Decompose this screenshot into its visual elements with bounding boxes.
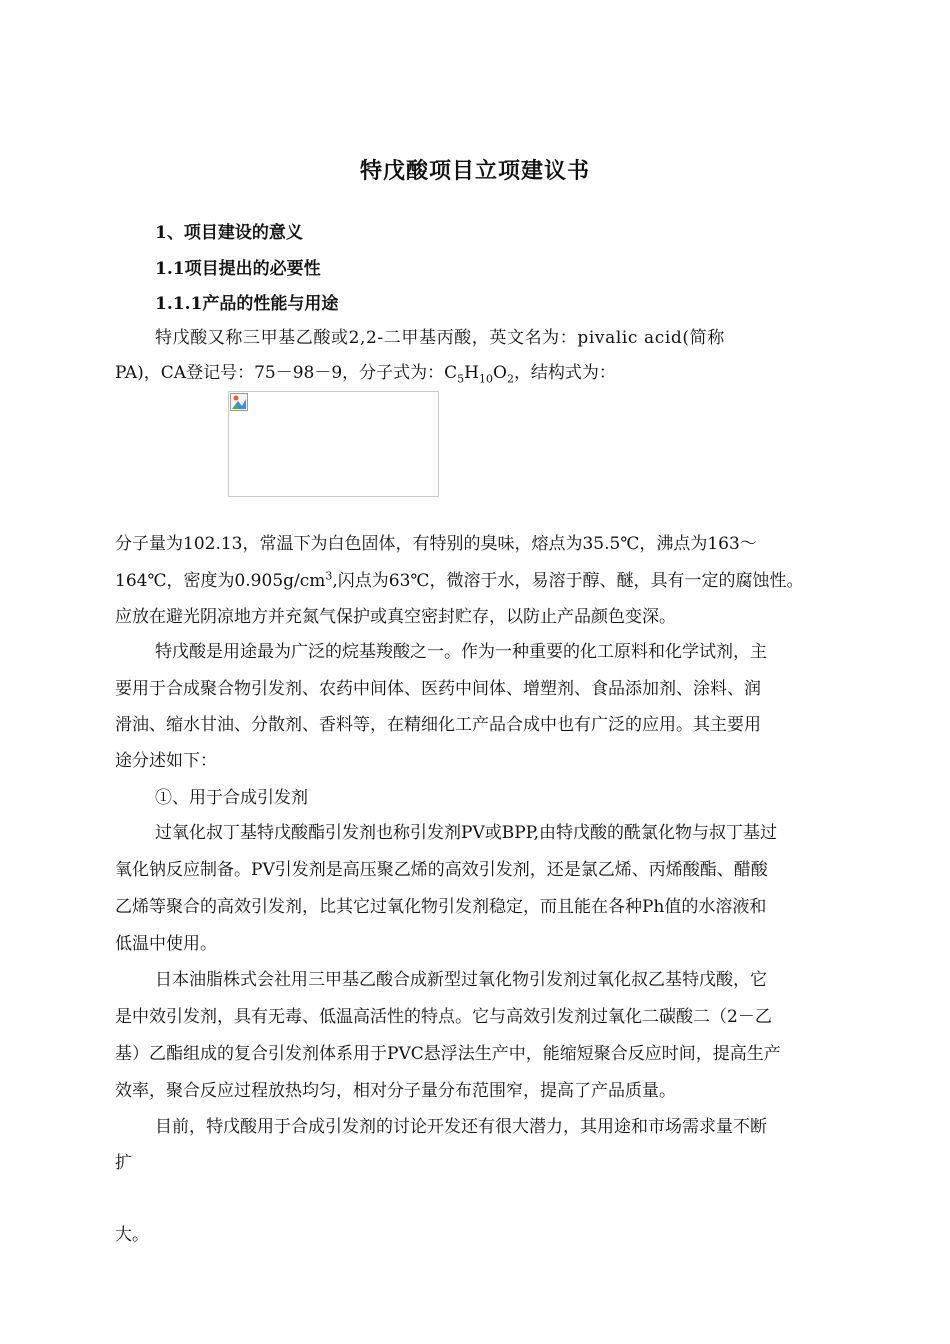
japan-line-4: 效率，聚合反应过程放热均匀，相对分子量分布范围窄，提高了产品质量。 — [115, 1081, 676, 1101]
now-line-3: 大。 — [115, 1225, 149, 1245]
uses-line-1: 特戊酸是用途最为广泛的烷基羧酸之一。作为一种重要的化工原料和化学试剂，主 — [155, 642, 767, 662]
props-line-1: 分子量为102.13，常温下为白色固体，有特别的臭味，熔点为35.5℃，沸点为163～ — [115, 534, 757, 554]
document-title: 特戊酸项目立项建议书 — [359, 158, 590, 184]
structure-formula-image — [228, 391, 439, 497]
japan-line-3: 基）乙酯组成的复合引发剂体系用于PVC悬浮法生产中，能缩短聚合反应时间，提高生产 — [115, 1044, 781, 1064]
now-line-2: 扩 — [115, 1153, 132, 1173]
japan-line-1: 日本油脂株式会社用三甲基乙酸合成新型过氧化物引发剂过氧化叔乙基特戊酸，它 — [155, 970, 767, 990]
props-line-2: 164℃，密度为$0.905g/cm^3$,闪点为63℃，微溶于水，易溶于醇、醚，具有一定的腐蚀性。 — [115, 569, 804, 591]
intro-line-2: PA)，CA登记号：75－98－9，分子式为：$C_5H_{10}O_2$，结构式为： — [115, 363, 616, 386]
item-1-label: ①、用于合成引发剂 — [155, 788, 308, 808]
uses-line-2: 要用于合成聚合物引发剂、农药中间体、医药中间体、增塑剂、食品添加剂、涂料、润 — [115, 679, 761, 699]
broken-image-icon — [230, 393, 248, 411]
pv-line-4: 低温中使用。 — [115, 934, 217, 954]
uses-line-3: 滑油、缩水甘油、分散剂、香料等，在精细化工产品合成中也有广泛的应用。其主要用 — [115, 715, 761, 735]
japan-line-2: 是中效引发剂，具有无毒、低温高活性的特点。它与高效引发剂过氧化二碳酸二（2－乙 — [115, 1007, 772, 1027]
heading-1: 1、项目建设的意义 — [155, 223, 303, 243]
heading-1-1-1: 1.1.1产品的性能与用途 — [155, 294, 339, 314]
heading-1-1: 1.1项目提出的必要性 — [155, 259, 321, 279]
now-line-1: 目前，特戊酸用于合成引发剂的讨论开发还有很大潜力，其用途和市场需求量不断 — [155, 1117, 767, 1137]
uses-line-4: 途分述如下： — [115, 751, 217, 771]
props-line-3: 应放在避光阴凉地方并充氮气保护或真空密封贮存，以防止产品颜色变深。 — [115, 607, 676, 627]
pv-line-2: 氧化钠反应制备。PV引发剂是高压聚乙烯的高效引发剂，还是氯乙烯、丙烯酸酯、醋酸 — [115, 860, 768, 880]
pv-line-1: 过氧化叔丁基特戊酸酯引发剂也称引发剂PV或BPP,由特戊酸的酰氯化物与叔丁基过 — [155, 823, 778, 843]
intro-line-1: 特戊酸又称三甲基乙酸或2,2-二甲基丙酸，英文名为：pivalic acid(简称 — [155, 328, 725, 348]
pv-line-3: 乙烯等聚合的高效引发剂，比其它过氧化物引发剂稳定，而且能在各种Ph值的水溶液和 — [115, 897, 767, 917]
